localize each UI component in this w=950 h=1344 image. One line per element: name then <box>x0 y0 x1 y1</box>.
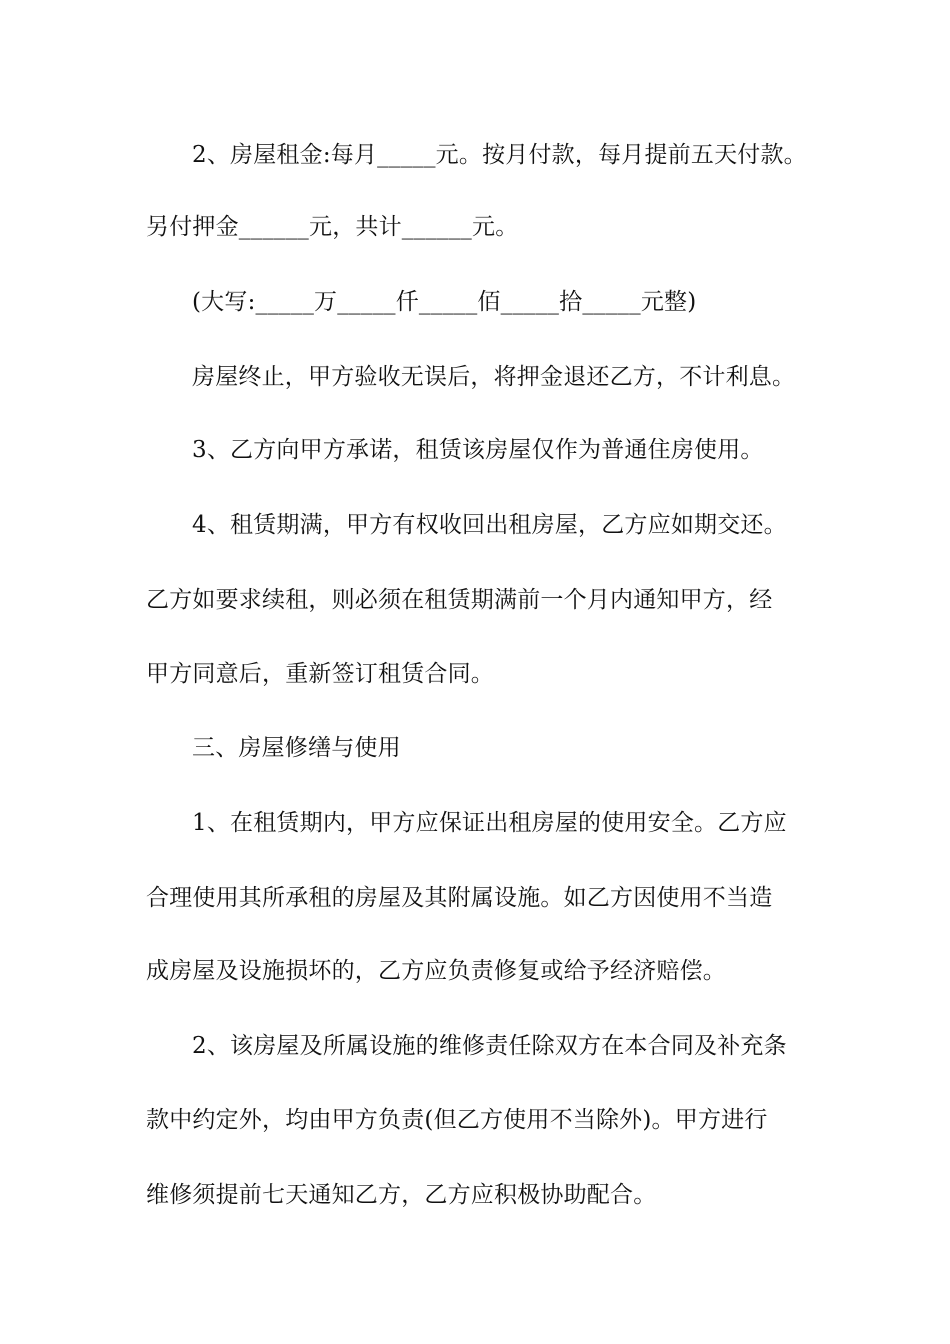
termination-line: 房屋终止，甲方验收无误后，将押金退还乙方，不计利息。 <box>192 364 796 390</box>
repair-clause-line-3: 成房屋及设施损坏的，乙方应负责修复或给予经济赔偿。 <box>146 958 726 984</box>
deposit-line: 另付押金______元，共计______元。 <box>146 214 519 240</box>
rent-clause-line: 2、房屋租金:每月_____元。按月付款，每月提前五天付款。 <box>192 142 807 168</box>
repair-clause-line-2: 合理使用其所承租的房屋及其附属设施。如乙方因使用不当造 <box>146 885 773 911</box>
renewal-line: 乙方如要求续租，则必须在租赁期满前一个月内通知甲方，经 <box>146 587 773 613</box>
maintenance-clause-line-3: 维修须提前七天通知乙方，乙方应积极协助配合。 <box>146 1182 657 1208</box>
maintenance-clause-line: 2、该房屋及所属设施的维修责任除双方在本合同及补充条 <box>192 1033 787 1059</box>
usage-clause-line: 3、乙方向甲方承诺，租赁该房屋仅作为普通住房使用。 <box>192 437 764 463</box>
maintenance-clause-line-2: 款中约定外，均由甲方负责(但乙方使用不当除外)。甲方进行 <box>146 1107 768 1133</box>
renewal-continuation-line: 甲方同意后，重新签订租赁合同。 <box>146 661 494 687</box>
expiry-clause-line: 4、租赁期满，甲方有权收回出租房屋，乙方应如期交还。 <box>192 512 787 538</box>
section-heading: 三、房屋修缮与使用 <box>192 735 401 761</box>
amount-in-words-line: (大写:_____万_____仟_____佰_____拾_____元整) <box>192 289 697 315</box>
repair-clause-line: 1、在租赁期内，甲方应保证出租房屋的使用安全。乙方应 <box>192 810 787 836</box>
